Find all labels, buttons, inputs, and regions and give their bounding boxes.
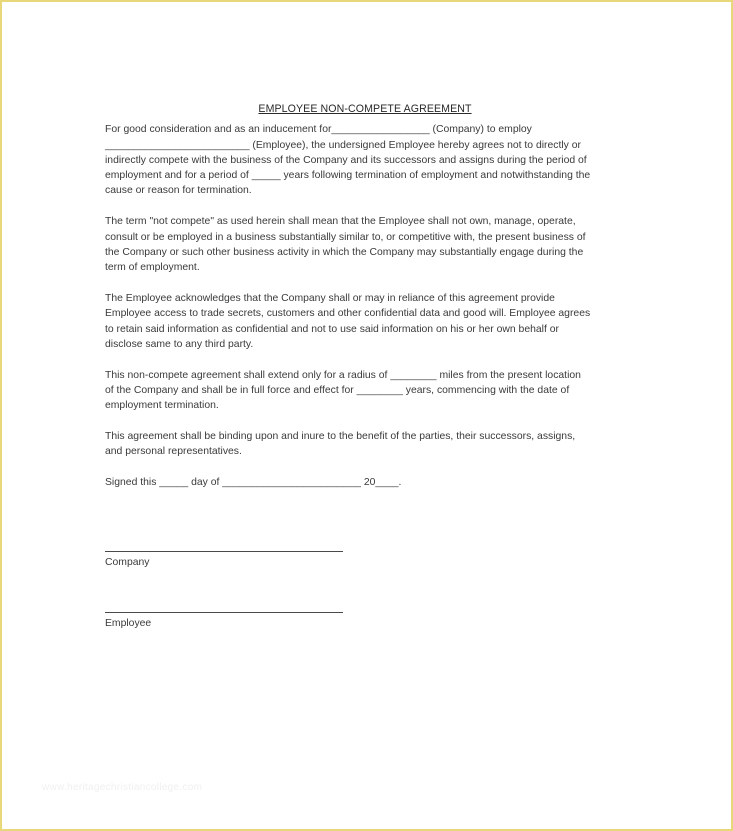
employee-signature-label: Employee — [105, 618, 152, 629]
paragraph-consideration: For good consideration and as an inducement for_________________ (Company) to employ _________________________ (Employee), the undersigned Employee hereby agrees not to directly or indirectly compete with the business of the Company and its successors and assigns during the period of employment and for a period of _____ years following termination of employment and notwithstanding the cause or reason for termination. — [105, 124, 591, 197]
agreement-body — [105, 102, 625, 490]
company-signature-block — [105, 551, 343, 568]
watermark-text: www.heritagechristiancollege.com — [42, 782, 203, 793]
paragraph-confidential-data: The Employee acknowledges that the Company shall or may in reliance of this agreement provide Employee access to trade secrets, customers and other confidential data and good will. Employee agrees to retain said information as confidential and not to use said information on his or her own behalf or disclose same to any third party. — [105, 292, 591, 350]
signed-date-line: Signed this _____ day of ________________________ 20____. — [105, 477, 402, 489]
company-signature-line — [105, 551, 343, 552]
employee-signature-block — [105, 612, 343, 629]
paragraph-not-compete-definition: The term "not compete" as used herein shall mean that the Employee shall not own, manage, operate, consult or be employed in a business substantially similar to, or competitive with, the present business of the Company or such other business activity in which the Company may substantially engage during the term of employment. — [105, 216, 586, 274]
paragraph-binding: This agreement shall be binding upon and inure to the benefit of the parties, their successors, assigns, and personal representatives. — [105, 431, 576, 458]
document-title: EMPLOYEE NON-COMPETE AGREEMENT — [258, 103, 472, 115]
paragraph-radius: This non-compete agreement shall extend only for a radius of ________ miles from the present location of the Company and shall be in full force and effect for ________ years, commencing with the date of employment termination. — [105, 369, 581, 412]
company-signature-label: Company — [105, 557, 150, 568]
employee-signature-line — [105, 612, 343, 613]
